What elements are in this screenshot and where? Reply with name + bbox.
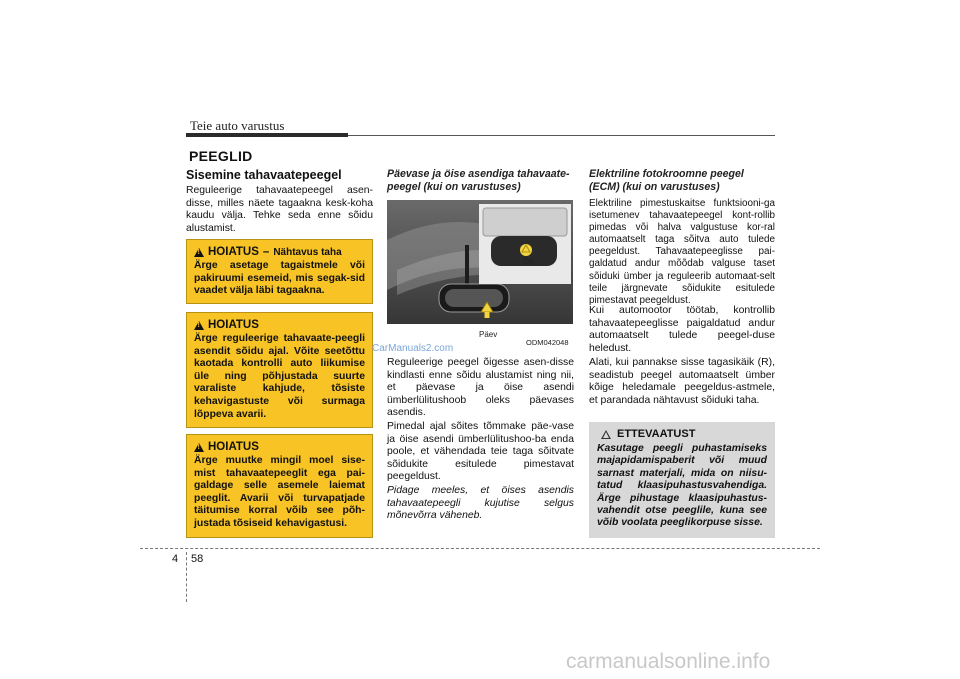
col3-p1: Elektriline pimestuskaitse funktsiooni-ga isetumenev tahavaatepeegel kont-rollib pimedas või halva valgustuse kor-ral automaatselt taga sõitva auto tulede peegeldust. Tahavaatepeeglisse pai-galdatud andur mõõdab valguse taset sõiduki ümber ja reguleerib automaat-selt teile järgnevate sõidukite esitulede pimestavat peegeldust. bbox=[589, 198, 775, 306]
watermark-carmanualsonline: carmanualsonline.info bbox=[566, 650, 771, 673]
col2-p2: Pimedal ajal sõites tõmmake päe-vase ja öise asendi ümberlülitushoo-ba enda poole, et vähendada teie taga sõitvate sõidukite esitulede pimestavat peegeldust. bbox=[387, 421, 574, 483]
warning-icon bbox=[194, 248, 204, 257]
warning-box-3 bbox=[186, 434, 373, 538]
figure-code: ODM042048 bbox=[526, 338, 569, 347]
page-number: 58 bbox=[191, 553, 204, 565]
caution-icon bbox=[601, 430, 611, 439]
warning-subtitle: Nähtavus taha bbox=[273, 246, 342, 258]
warning-box-1 bbox=[186, 239, 373, 304]
col2-p3: Pidage meeles, et öises asendis tahavaatepeegli kujutise selgus mõnevõrra väheneb. bbox=[387, 485, 574, 522]
warning-title-row bbox=[194, 441, 365, 453]
warning-dash: – bbox=[262, 246, 270, 258]
warning-title-row bbox=[194, 319, 365, 331]
mirror-illustration bbox=[387, 200, 573, 348]
caution-title: ETTEVAATUST bbox=[617, 428, 696, 440]
caution-title-row bbox=[601, 428, 767, 440]
col2-subhead: Päevase ja öise asendiga tahavaate-peegel (kui on varustuses) bbox=[387, 168, 570, 193]
figure-label-night: Öö bbox=[523, 257, 534, 266]
warning-body: Ärge reguleerige tahavaate-peegli asendit sõidu ajal. Võite seetõttu kaotada kontrolli auto liikumise üle ning põhjustada suurte varaliste kahjude, tõsiste kehavigastuste või surmaga lõppeva avarii. bbox=[194, 333, 365, 420]
footer-dashed-rule bbox=[140, 548, 820, 549]
header-rule-thin bbox=[348, 135, 775, 136]
section-title: PEEGLID bbox=[189, 148, 253, 164]
col1-heading: Sisemine tahavaatepeegel bbox=[186, 168, 342, 182]
warning-title: HOIATUS bbox=[208, 246, 259, 258]
chapter-number: 4 bbox=[172, 553, 179, 565]
header-rule-thick bbox=[186, 133, 348, 137]
watermark-carmanuals2: CarManuals2.com bbox=[372, 343, 454, 354]
mirror-figure bbox=[387, 200, 573, 348]
col3-p2: Kui automootor töötab, kontrollib tahavaatepeeglisse paigaldatud andur automaatselt tulede peegel-duse heledust. bbox=[589, 305, 775, 354]
col3-subhead: Elektriline fotokroomne peegel (ECM) (kui on varustuses) bbox=[589, 168, 744, 193]
col1-intro: Reguleerige tahavaatepeegel asen-disse, milles näete tagaakna kesk-koha kaudu välja. Tehke seda enne sõidu alustamist. bbox=[186, 185, 373, 234]
header-title: Teie auto varustus bbox=[190, 118, 285, 133]
warning-icon bbox=[194, 321, 204, 330]
figure-label-day: Päev bbox=[479, 330, 498, 339]
col3-p3: Alati, kui pannakse sisse tagasikäik (R), seadistub peegel automaatselt ümber kõige heledamale peegeldus-astmele, et parandada nähtavust sõiduki taha. bbox=[589, 357, 775, 406]
warning-title: HOIATUS bbox=[208, 319, 259, 331]
warning-box-2 bbox=[186, 312, 373, 428]
caution-box bbox=[589, 422, 775, 538]
warning-title: HOIATUS bbox=[208, 441, 259, 453]
warning-body: Ärge muutke mingil moel sise-mist tahavaatepeeglit ega pai-galdage selle asemele laiemat peeglit. Avarii või turvapatjade täitumise korral võib see põh-justada tõsiseid kehavigastusi. bbox=[194, 455, 365, 529]
caution-body: Kasutage peegli puhastamiseks majapidamispaberit või muud sarnast materjali, mida on niisu-tatud klaasipuhastusvahendiga. Ärge pihustage klaasipuhastus-vahendit otse peeglile, kuna see võib voolata peeglikorpuse sisse. bbox=[597, 443, 767, 529]
footer-vertical-dash bbox=[186, 552, 187, 602]
warning-icon bbox=[194, 443, 204, 452]
warning-title-row bbox=[194, 246, 365, 258]
warning-body: Ärge asetage tagaistmele või pakiruumi esemeid, mis segak-sid vaadet välja läbi tagaakna. bbox=[194, 260, 365, 297]
col2-p1: Reguleerige peegel õigesse asen-disse kindlasti enne sõidu alustamist ning nii, et päevase ja öise asendi ümberlülitushoob oleks päevases asendis. bbox=[387, 357, 574, 419]
